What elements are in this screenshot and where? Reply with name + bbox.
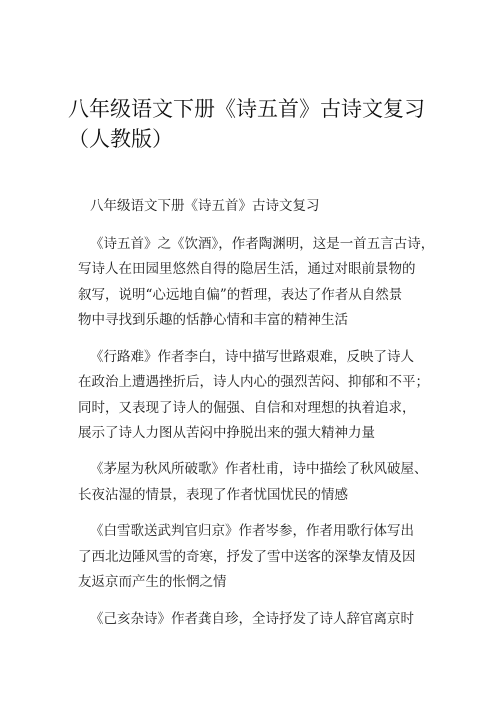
paragraph-line: 《己亥杂诗》作者龚自珍，全诗抒发了诗人辞官离京时	[90, 611, 414, 627]
paragraph-line: 展示了诗人力图从苦闷中挣脱出来的强大精神力量	[78, 425, 375, 441]
document-title	[68, 94, 448, 154]
paragraph-line: 同时，又表现了诗人的倔强、自信和对理想的执着追求，	[78, 400, 416, 416]
paragraph-line: 友返京而产生的怅惘之情	[78, 574, 227, 590]
paragraph-line: 叙写，说明“心远地自偏”的哲理，表达了作者从自然景	[78, 287, 403, 303]
paragraph-line: 长夜沾湿的情景，表现了作者忧国忧民的情感	[78, 487, 348, 503]
paragraph-line: 写诗人在田园里悠然自得的隐居生活，通过对眼前景物的	[78, 261, 416, 277]
paragraph-line: 《茅屋为秋风所破歌》作者杜甫，诗中描绘了秋风破屋、	[90, 461, 428, 477]
paragraph-line: 《诗五首》之《饮酒》，作者陶渊明，这是一首五言古诗，	[90, 236, 435, 252]
paragraph-line: 在政治上遭遇挫折后，诗人内心的强烈苦闷、抑郁和不平；	[78, 374, 429, 390]
paragraph-line: 《白雪歌送武判官归京》作者岑参，作者用歌行体写出	[90, 523, 414, 539]
paragraph-line: 《行路难》作者李白，诗中描写世路艰难，反映了诗人	[90, 349, 414, 365]
paragraph-line: 了西北边陲风雪的奇寒，抒发了雪中送客的深挚友情及因	[78, 549, 416, 565]
title-line-2: （人教版）	[68, 127, 173, 151]
title-line-1: 八年级语文下册《诗五首》古诗文复习	[68, 97, 425, 121]
paragraph-line: 物中寻找到乐趣的恬静心情和丰富的精神生活	[78, 312, 348, 328]
section-heading: 八年级语文下册《诗五首》古诗文复习	[90, 198, 320, 214]
